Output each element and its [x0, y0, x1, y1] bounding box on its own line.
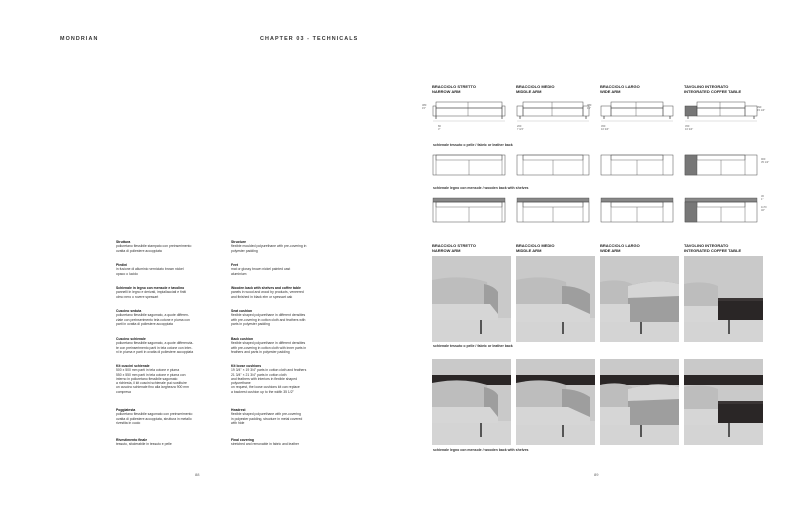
spec-en-4: [231, 337, 343, 354]
spec-it-6: [116, 408, 228, 425]
photo-wooden-back-0: [432, 359, 511, 445]
spec-it-1: [116, 263, 228, 276]
section-label-wooden-back-photos: schienale legno con mensole / wooden back with shelves: [433, 448, 529, 452]
dimension-label: 450 16 3/4": [685, 125, 694, 131]
column-label-en: NARROW ARM: [432, 248, 461, 253]
column-label-it: BRACCIOLO MEDIO: [516, 243, 555, 248]
plan-drawing-fabric-back: [432, 153, 506, 177]
column-label-top-0: [432, 84, 476, 94]
spec-title: Kit cuscini schienale: [116, 364, 150, 368]
photo-wooden-back-1: [516, 359, 595, 445]
section-label-fabric-back-photos: schienale tessuto o pelle / fabric or leather back: [433, 344, 513, 348]
spec-it-7: [116, 438, 228, 447]
spec-it-3: [116, 309, 228, 326]
spec-en-0: [231, 240, 343, 253]
spec-en-7: [231, 438, 343, 447]
spec-it-5: [116, 364, 228, 394]
front-elevation-drawing: [516, 100, 590, 124]
dimension-label: 1170 46": [761, 206, 767, 212]
spec-text: flexible shaped polyurethane in different densities with pre-covering in cotton cloth with inner parts in feathers and parts in polyester padding: [231, 341, 307, 354]
spec-text: poliuretano flessibile stampato con preinserimento ovatta di poliestere accoppiata: [116, 244, 192, 253]
spec-text: 500 x 500 mm parti in tela cotone e piuma 550 x 550 mm parti in tela cotone e piuma con interno in poliuretano flessibile sagomato a richiesta, il kit cuscini schienale può sostituire un cuscino schienale fino alla larghezza 900 mm compresa: [116, 368, 189, 394]
spec-text: flexible shaped polyurethane in different densities with pre-covering in cotton cloth and feathers with parts in polyester padding: [231, 313, 306, 326]
column-label-top-1: [516, 84, 554, 94]
column-label-en: NARROW ARM: [432, 89, 461, 94]
column-label-mid-2: [600, 243, 640, 253]
dimension-label: 200 7 3/4": [517, 125, 524, 131]
column-label-en: WIDE ARM: [600, 89, 621, 94]
sofa-photo-image: [516, 256, 595, 342]
spec-text: panels in wood and wood by products, veneered and finished in black elm or spessart oak: [231, 290, 304, 299]
spec-text: tessuto, sfoderabile in tessuto e pelle: [116, 442, 172, 447]
sofa-photo-image: [600, 359, 679, 445]
chapter-header: CHAPTER 03 - TECHNICALS: [260, 36, 359, 42]
spec-text: poliuretano flessibile sagomato con preinserimento ovatta di poliestere accoppiata, struttura in metallo rivestita in cuoio: [116, 412, 193, 425]
sofa-photo-image: [432, 359, 511, 445]
section-label-wooden-back-plan: schienale legno con mensole / wooden back with shelves: [433, 186, 529, 190]
dimension-label: 380 15": [587, 104, 592, 110]
spec-text: flexible shaped polyurethane with pre-covering in polyester padding, structure in metal covered with hide: [231, 412, 303, 425]
photo-wooden-back-2: [600, 359, 679, 445]
photo-fabric-back-3: [684, 256, 763, 342]
sofa-photo-image: [684, 359, 763, 445]
spec-title: Struttura: [116, 240, 131, 244]
spec-title: Seat cushion: [231, 309, 253, 313]
dimension-label: 380 15": [422, 104, 427, 110]
sofa-photo-image: [684, 256, 763, 342]
spec-en-1: [231, 263, 343, 276]
sofa-photo-image: [600, 256, 679, 342]
dimension-label: 390 15 1/4": [757, 106, 766, 112]
column-label-top-2: [600, 84, 640, 94]
spec-text: stretched and removable in fabric and leather: [231, 442, 300, 447]
spec-title: Cuscino seduta: [116, 309, 142, 313]
spec-en-6: [231, 408, 343, 425]
spec-it-2: [116, 286, 228, 299]
spec-text: in fusione di alluminio verniciato brown nickel opaco o lucido: [116, 267, 184, 276]
column-label-it: BRACCIOLO MEDIO: [516, 84, 555, 89]
spec-en-5: [231, 364, 343, 394]
photo-fabric-back-2: [600, 256, 679, 342]
spec-title: Feet: [231, 263, 238, 267]
spec-text: poliuretano flessibile sagomato, a quote differenzia- te con preinserimento parti in tela cotone con inter- ni in piuma e parti in ovatta di poliestere accoppiata: [116, 341, 194, 354]
section-label-fabric-back-plan: schienale tessuto o pelle / fabric or leather back: [433, 143, 513, 147]
dimension-label: 80 3": [438, 125, 441, 131]
sofa-photo-image: [432, 256, 511, 342]
front-elevation-drawing: [684, 100, 758, 124]
photo-fabric-back-1: [516, 256, 595, 342]
front-elevation-drawing: [432, 100, 506, 124]
column-label-it: TAVOLINO INTEGRATO: [684, 243, 729, 248]
spec-text: 19 3/4" × 19 3/4" parts in cotton cloth and feathers 21 3/4" × 21 3/4" parts in cotton cloth and feathers with interiors in flexible shaped polyurethane on request, the loose cushions kit can replace a backrest cushion up to the width 35 1/2": [231, 368, 307, 394]
brand-header: MONDRIAN: [60, 36, 99, 42]
column-label-en: MIDDLE ARM: [516, 248, 542, 253]
column-label-en: INTEGRATED COFFEE TABLE: [684, 89, 742, 94]
photo-wooden-back-3: [684, 359, 763, 445]
spec-it-0: [116, 240, 228, 253]
column-label-it: BRACCIOLO LARGO: [600, 84, 640, 89]
column-label-en: MIDDLE ARM: [516, 89, 542, 94]
plan-drawing-fabric-back: [516, 153, 590, 177]
plan-drawing-wooden-back: [600, 196, 674, 224]
column-label-it: BRACCIOLO LARGO: [600, 243, 640, 248]
plan-drawing-fabric-back: [600, 153, 674, 177]
spec-text: poliuretano flessibile sagomato, a quote differen- ziate con preinserimento tela cotone e piuma con parti in ovatta di poliestere accoppiata: [116, 313, 190, 326]
spec-title: Kit loose cushions: [231, 364, 262, 368]
spec-title: Rivestimento finale: [116, 438, 148, 442]
spec-title: Headrest: [231, 408, 246, 412]
spec-en-3: [231, 309, 343, 326]
spec-title: Cuscino schienale: [116, 337, 146, 341]
column-label-mid-3: [684, 243, 741, 253]
column-label-top-3: [684, 84, 741, 94]
front-elevation-drawing: [600, 100, 674, 124]
spec-title: Final covering: [231, 438, 254, 442]
dimension-label: 450 16 3/4": [601, 125, 610, 131]
spec-title: Back cushion: [231, 337, 254, 341]
photo-fabric-back-0: [432, 256, 511, 342]
spec-text: flexible moulded polyurethane with pre-covering in polyester padding: [231, 244, 307, 253]
column-label-en: INTEGRATED COFFEE TABLE: [684, 248, 742, 253]
spec-text: pannelli in legno e derivati, impiallacciati e finiti olmo nero o rovere spessart: [116, 290, 187, 299]
sofa-photo-image: [516, 359, 595, 445]
spec-it-4: [116, 337, 228, 354]
page-number-right: 89: [594, 472, 599, 477]
column-label-it: BRACCIOLO STRETTO: [432, 243, 476, 248]
spec-text: mat or glossy brown nickel painted cast aluminium: [231, 267, 291, 276]
plan-drawing-fabric-back: [684, 153, 758, 177]
page-number-left: 88: [195, 472, 200, 477]
spec-title: Structure: [231, 240, 247, 244]
column-label-mid-1: [516, 243, 554, 253]
dimension-label: 30 1": [761, 195, 764, 201]
spec-title: Schienale in legno con mensole e tavolino: [116, 286, 185, 290]
plan-drawing-wooden-back: [516, 196, 590, 224]
spec-title: Poggiatesta: [116, 408, 136, 412]
column-label-mid-0: [432, 243, 476, 253]
column-label-en: WIDE ARM: [600, 248, 621, 253]
spec-en-2: [231, 286, 343, 299]
column-label-it: BRACCIOLO STRETTO: [432, 84, 476, 89]
spec-title: Wooden back with shelves and coffee table: [231, 286, 301, 290]
column-label-it: TAVOLINO INTEGRATO: [684, 84, 729, 89]
plan-drawing-wooden-back: [684, 196, 758, 224]
dimension-label: 900 35 1/2": [761, 158, 770, 164]
spec-title: Piedini: [116, 263, 128, 267]
plan-drawing-wooden-back: [432, 196, 506, 224]
